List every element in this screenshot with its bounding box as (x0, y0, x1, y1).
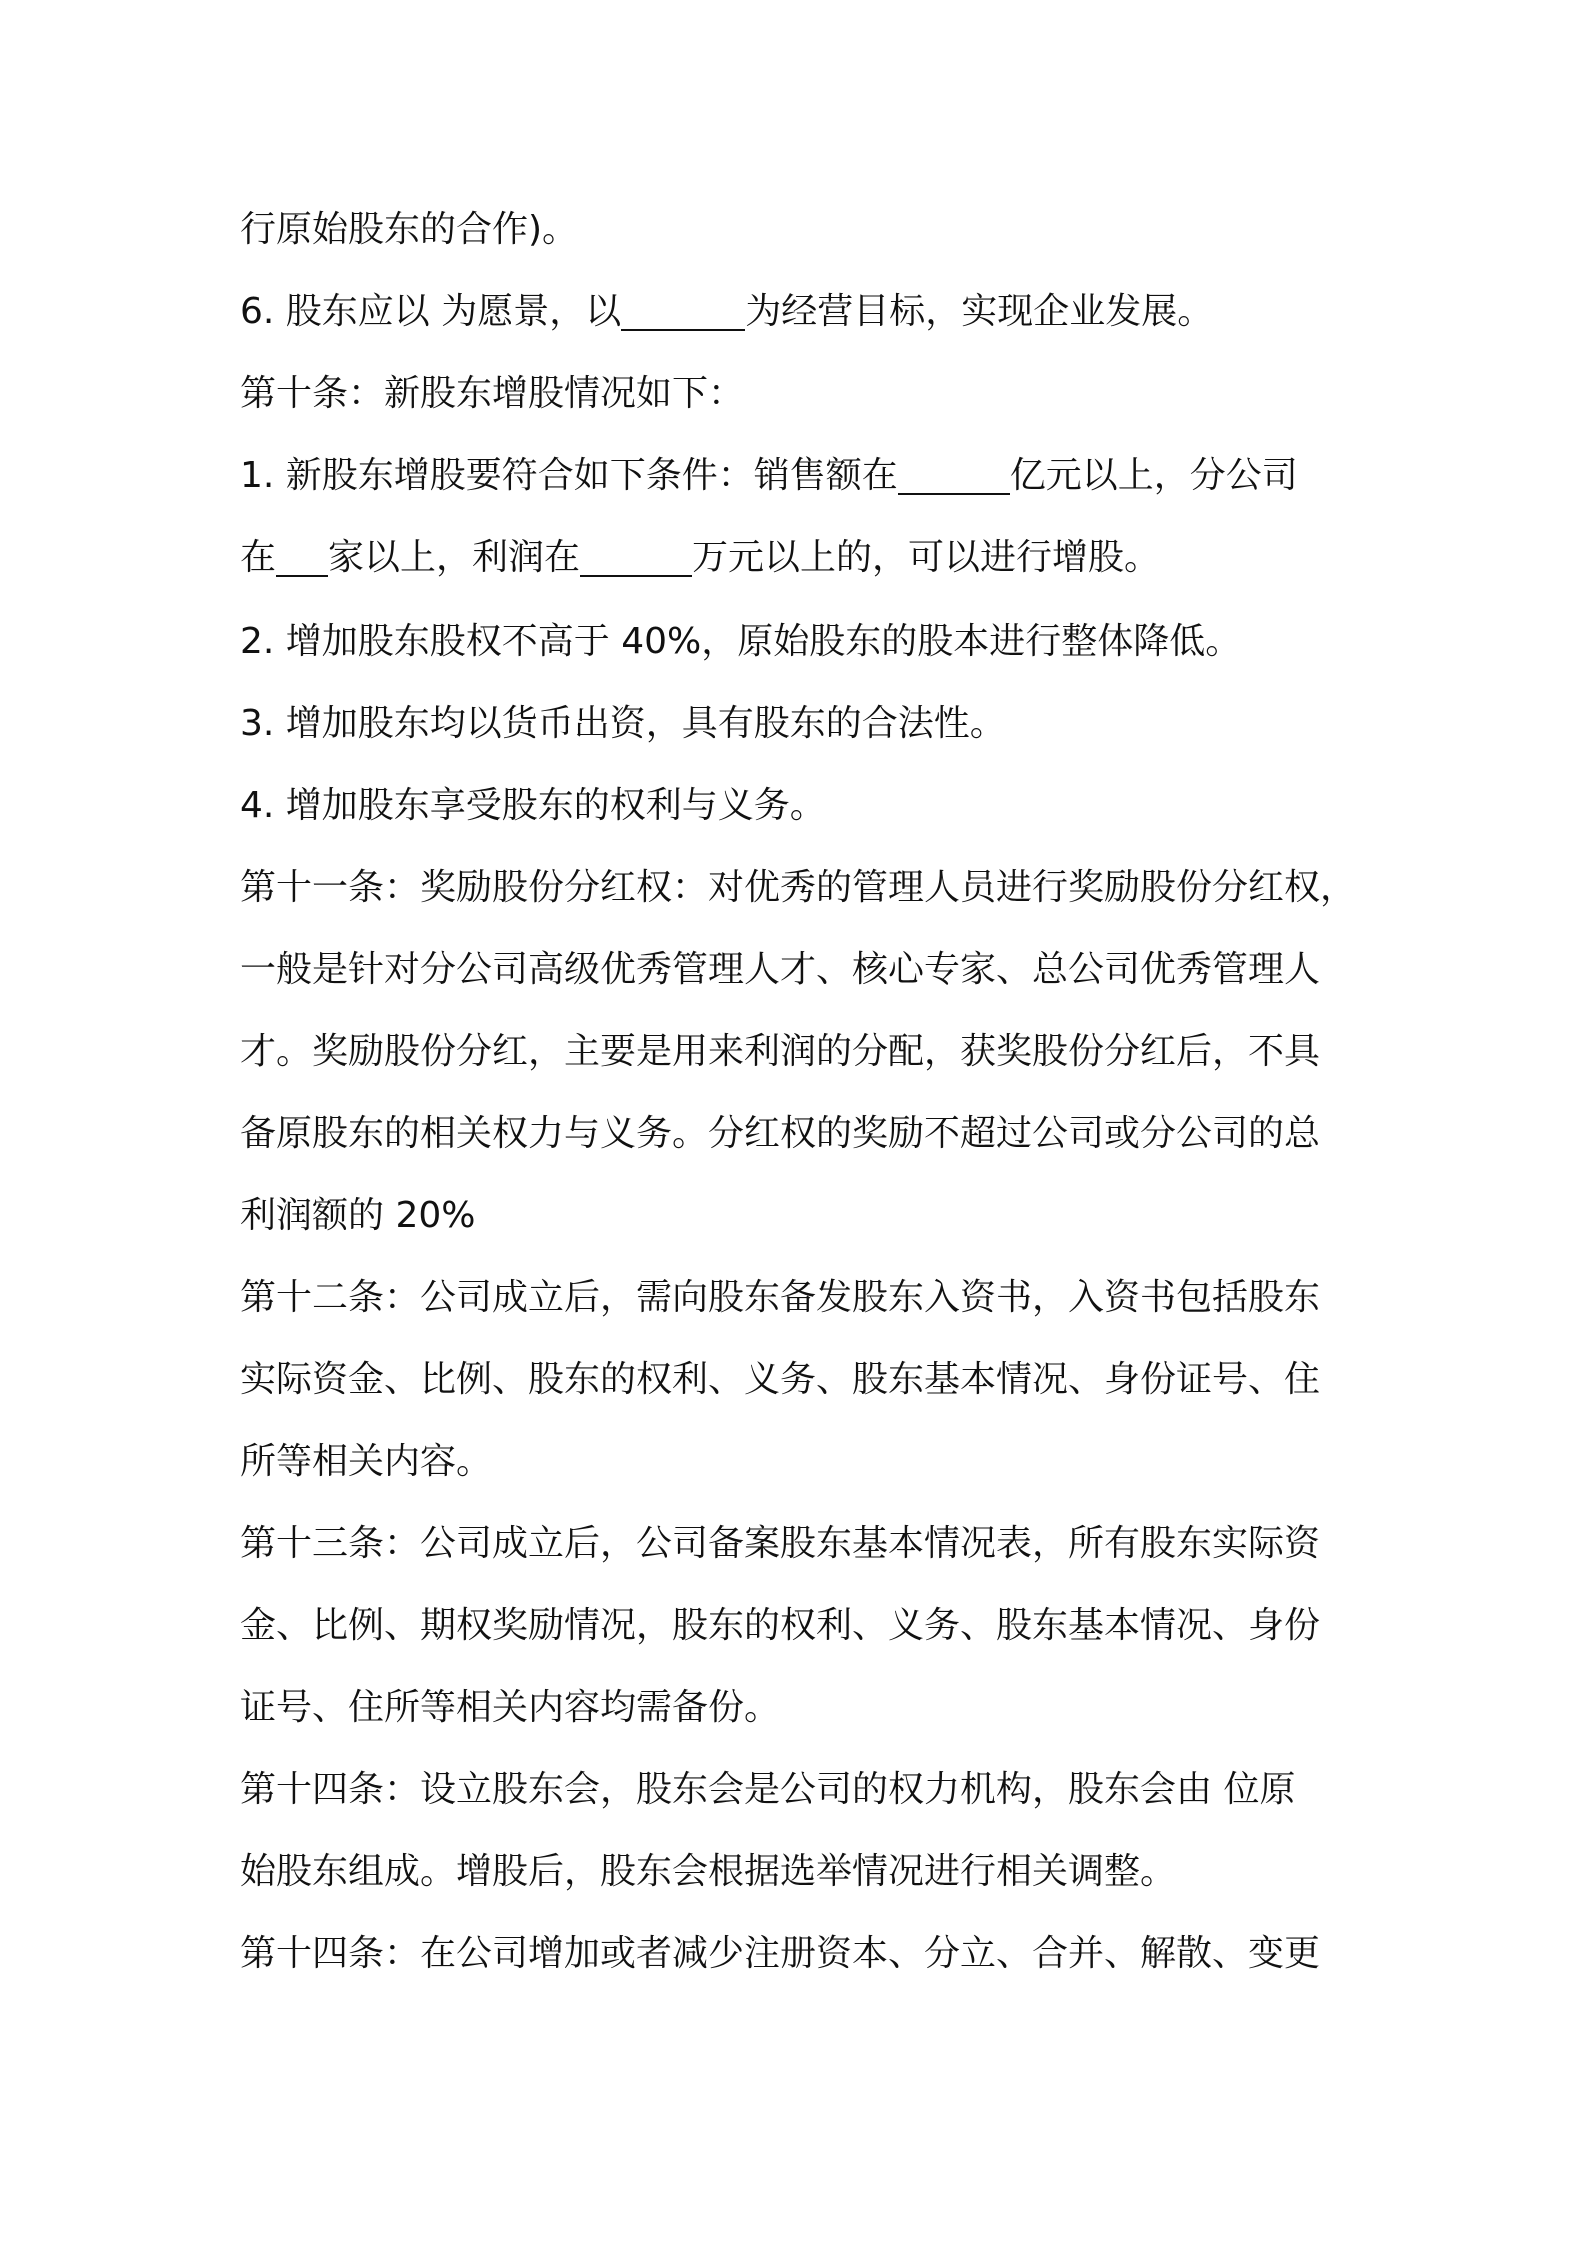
text-line: 证号、住所等相关内容均需备份。 (240, 1687, 781, 1728)
line-text-middle: 家以上，利润在 (328, 537, 581, 578)
text-line-with-blanks (240, 528, 1160, 588)
text-line-with-blank (240, 446, 1298, 506)
text-line: 2. 增加股东股权不高于 40%，原始股东的股本进行整体降低。 (240, 621, 1242, 662)
text-line-with-blank (240, 282, 1213, 342)
text-line: 所等相关内容。 (240, 1441, 493, 1482)
text-line: 第十一条：奖励股份分红权：对优秀的管理人员进行奖励股份分红权， (240, 867, 1357, 908)
fill-in-blank (621, 293, 745, 331)
text-line: 才。奖励股份分红，主要是用来利润的分配，获奖股份分红后，不具 (240, 1031, 1321, 1072)
text-line: 第十四条：设立股东会，股东会是公司的权力机构，股东会由 位原 (240, 1769, 1296, 1810)
text-line: 第十四条：在公司增加或者减少注册资本、分立、合并、解散、变更 (240, 1933, 1321, 1974)
text-line: 一般是针对分公司高级优秀管理人才、核心专家、总公司优秀管理人 (240, 949, 1321, 990)
line-text-suffix: 万元以上的，可以进行增股。 (692, 537, 1161, 578)
line-text-prefix: 在 (240, 537, 277, 578)
fill-in-blank (898, 457, 1010, 495)
text-line: 4. 增加股东享受股东的权利与义务。 (240, 785, 826, 826)
text-line: 第十三条：公司成立后，公司备案股东基本情况表，所有股东实际资 (240, 1523, 1321, 1564)
text-line: 始股东组成。增股后，股东会根据选举情况进行相关调整。 (240, 1851, 1177, 1892)
text-line: 第十二条：公司成立后，需向股东备发股东入资书，入资书包括股东 (240, 1277, 1321, 1318)
text-line: 利润额的 20% (240, 1195, 476, 1236)
section-heading: 第十条：新股东增股情况如下： (240, 373, 745, 414)
line-text-suffix: 亿元以上，分公司 (1009, 455, 1298, 496)
text-line: 3. 增加股东均以货币出资，具有股东的合法性。 (240, 703, 1006, 744)
fill-in-blank (580, 539, 692, 577)
line-text-prefix: 1. 新股东增股要符合如下条件：销售额在 (240, 455, 898, 496)
text-line: 备原股东的相关权力与义务。分红权的奖励不超过公司或分公司的总 (240, 1113, 1321, 1154)
text-line: 实际资金、比例、股东的权利、义务、股东基本情况、身份证号、住 (240, 1359, 1321, 1400)
text-line: 金、比例、期权奖励情况，股东的权利、义务、股东基本情况、身份 (240, 1605, 1321, 1646)
line-text-prefix: 6. 股东应以 为愿景，以 (240, 291, 622, 332)
line-text-suffix: 为经营目标，实现企业发展。 (745, 291, 1214, 332)
text-line: 行原始股东的合作)。 (240, 209, 579, 250)
fill-in-blank (276, 539, 328, 577)
